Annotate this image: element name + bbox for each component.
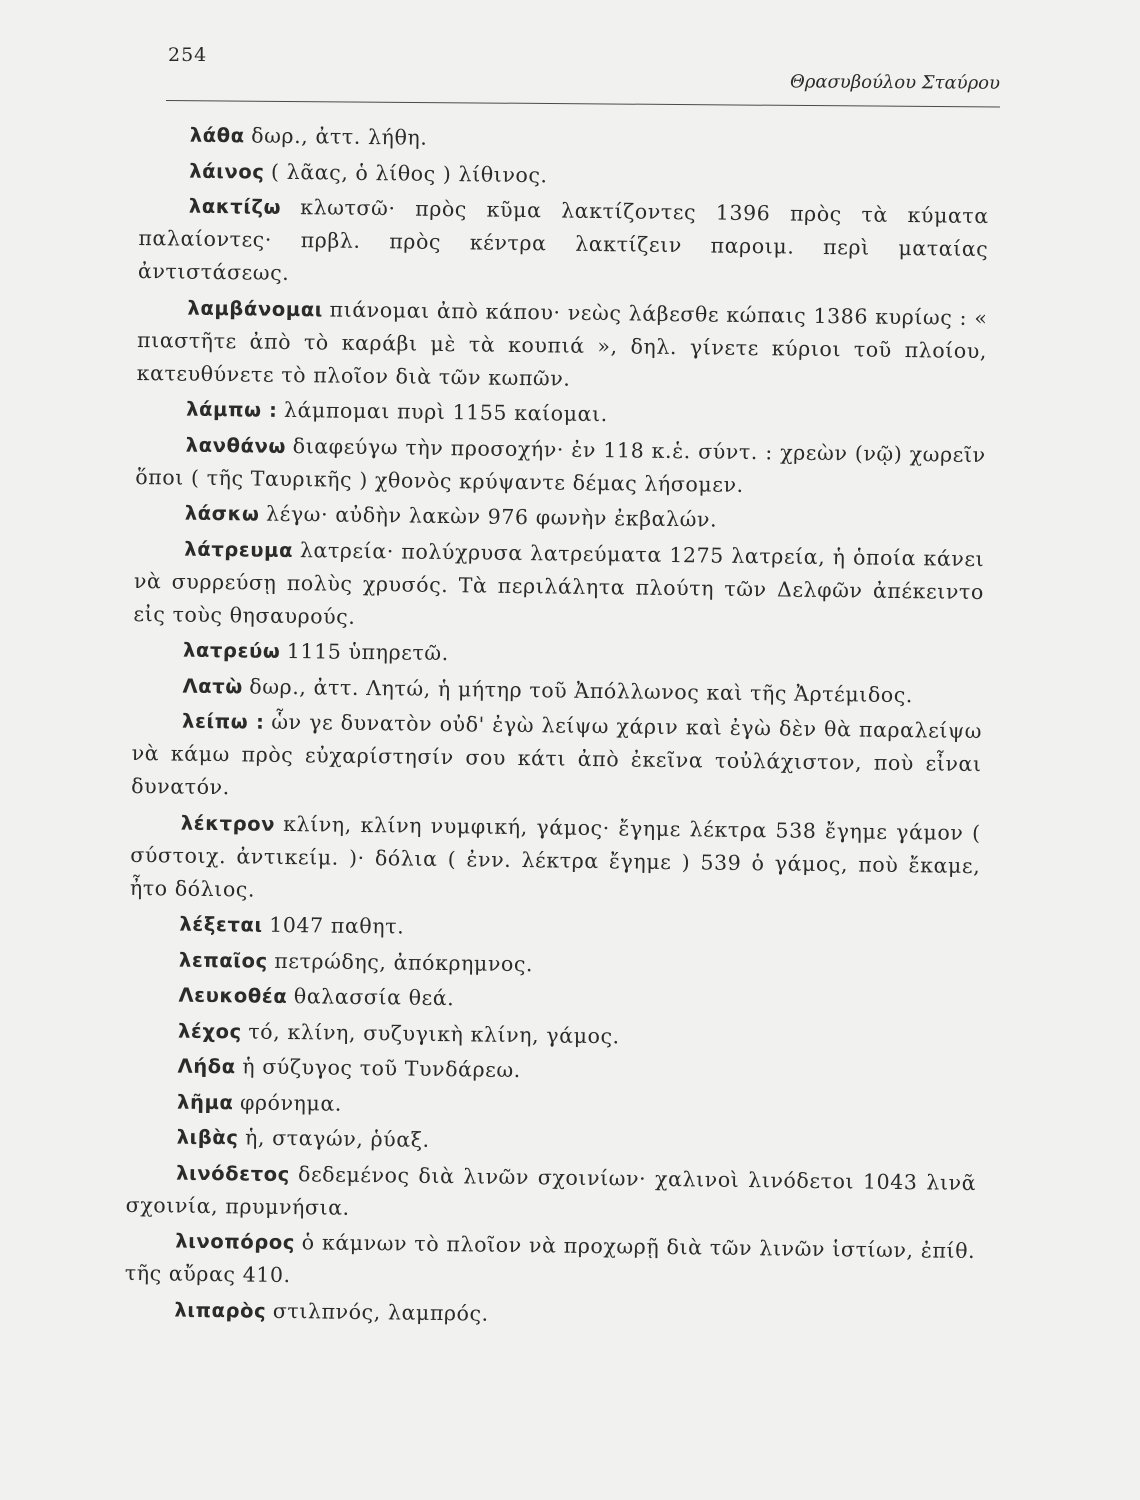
- glossary-entry: [133, 531, 984, 641]
- entry-headword: λινοπόρος: [175, 1229, 296, 1255]
- entry-definition: ( λᾶας, ὁ λίθος ) λίθινος.: [270, 159, 548, 187]
- entry-definition: ἡ, σταγών, ῥύαξ.: [244, 1125, 430, 1152]
- entry-definition: 1115 ὑπηρετῶ.: [286, 638, 449, 666]
- entry-definition: δωρ., ἀττ. Λητώ, ἡ μήτηρ τοῦ Ἀπόλλωνος καὶ τῆς Ἀρτέμιδος.: [249, 673, 914, 707]
- glossary-entry: [138, 189, 989, 299]
- entry-headword: λέχος: [177, 1019, 242, 1043]
- entry-headword: λακτίζω: [188, 194, 282, 219]
- entry-headword: λιπαρὸς: [174, 1298, 267, 1323]
- entry-definition: ὧν γε δυνατὸν οὐδ' ἐγὼ λείψω χάριν καὶ ἐγὼ δὲν θὰ παραλείψω νὰ κάμω πρὸς εὐχαρίστησίν σου κάτι ἀπὸ ἐκεῖνα τοὐλάχιστον, ποὺ εἶναι δυνατόν.: [131, 709, 983, 800]
- glossary-entry: [131, 704, 982, 814]
- entry-headword: λάσκω: [184, 501, 260, 526]
- running-title: Θρασυβούλου Σταύρου: [789, 71, 1001, 94]
- entry-definition: τό, κλίνη, συζυγικὴ κλίνη, γάμος.: [248, 1018, 620, 1048]
- entry-headword: λάινος: [189, 159, 265, 184]
- entry-headword: Λευκοθέα: [178, 983, 288, 1009]
- glossary-entry: [130, 805, 981, 915]
- entry-definition: δεδεμένος διὰ λινῶν σχοινίων· χαλινοὶ λινόδετοι 1043 λινᾶ σχοινία, πρυμνήσια.: [125, 1161, 977, 1220]
- entry-headword: λεπαῖος: [178, 948, 268, 973]
- entry-headword: λατρεύω: [182, 638, 281, 663]
- entry-headword: λάθα: [189, 123, 245, 148]
- entry-definition: λάμπομαι πυρὶ 1155 καίομαι.: [283, 397, 608, 427]
- entry-headword: λέξεται: [179, 912, 263, 937]
- glossary-entries: [124, 118, 990, 1339]
- entry-headword: λέκτρον: [180, 811, 276, 836]
- entry-definition: δωρ., ἀττ. λήθη.: [251, 123, 428, 150]
- entry-definition: στιλπνός, λαμπρός.: [272, 1298, 489, 1326]
- glossary-entry: [126, 1155, 977, 1232]
- glossary-entry: [135, 427, 986, 504]
- glossary-entry: [136, 290, 987, 400]
- entry-definition: κλωτσῶ· πρὸς κῦμα λακτίζοντες 1396 πρὸς τὰ κύματα παλαίοντες· πρβλ. πρὸς κέντρα λακτίζειν παροιμ. περὶ ματαίας ἀντιστάσεως.: [137, 195, 989, 285]
- entry-definition: ἡ σύζυγος τοῦ Τυνδάρεω.: [242, 1054, 522, 1083]
- entry-definition: θαλασσία θεά.: [293, 984, 455, 1011]
- entry-definition: 1047 παθητ.: [269, 912, 405, 939]
- entry-definition: λατρεία· πολύχρυσα λατρεύματα 1275 λατρεία, ἡ ὁποία κάνει νὰ συρρεύσῃ πολὺς χρυσός. Τὰ περιλάλητα πλούτη τῶν Δελφῶν ἀπέκειντο εἰς τοὺς θησαυρούς.: [133, 537, 985, 629]
- entry-definition: λέγω· αὐδὴν λακὼν 976 φωνὴν ἐκβαλών.: [265, 501, 718, 532]
- entry-headword: λανθάνω: [185, 433, 287, 458]
- entry-headword: Λατὼ: [182, 674, 244, 698]
- entry-headword: λινόδετος: [176, 1161, 291, 1186]
- entry-headword: λαμβάνομαι: [187, 296, 324, 321]
- entry-headword: λῆμα: [176, 1090, 234, 1114]
- entry-definition: φρόνημα.: [239, 1089, 343, 1116]
- entry-definition: πιάνομαι ἀπὸ κάπου· νεὼς λάβεσθε κώπαις 1386 κυρίως : « πιαστῆτε ἀπὸ τὸ καράβι μὲ τὰ κουπιά », δηλ. γίνετε κύριοι τοῦ πλοίου, κατευθύνετε τὸ πλοῖον διὰ τῶν κωπῶν.: [136, 296, 988, 391]
- entry-headword: Λήδα: [177, 1054, 236, 1079]
- entry-headword: λάμπω :: [186, 397, 278, 422]
- entry-definition: διαφεύγω τὴν προσοχήν· ἐν 118 κ.ἑ. σύντ. : χρεὼν (νῷ) χωρεῖν ὅποι ( τῆς Ταυρικῆς ) χθονὸς κρύψαντε δέμας λήσομεν.: [135, 433, 986, 497]
- glossary-entry: [125, 1224, 976, 1301]
- entry-headword: λάτρευμα: [184, 537, 294, 562]
- entry-headword: λείπω :: [181, 709, 265, 734]
- entry-definition: κλίνη, κλίνη νυμφική, γάμος· ἔγημε λέκτρα 538 ἔγημε γάμον ( σύστοιχ. ἀντικείμ. )· δόλια ( ἐνν. λέκτρα ἔγημε ) 539 ὁ γάμος, ποὺ ἔκαμε, ἦτο δόλιος.: [129, 811, 981, 902]
- header-rule: [166, 100, 1000, 108]
- page-number: 254: [168, 44, 208, 66]
- entry-headword: λιβὰς: [176, 1125, 239, 1150]
- entry-definition: πετρώδης, ἀπόκρημνος.: [274, 948, 534, 976]
- entry-definition: ὁ κάμνων τὸ πλοῖον νὰ προχωρῇ διὰ τῶν λινῶν ἱστίων, ἐπίθ. τῆς αὔρας 410.: [124, 1230, 976, 1288]
